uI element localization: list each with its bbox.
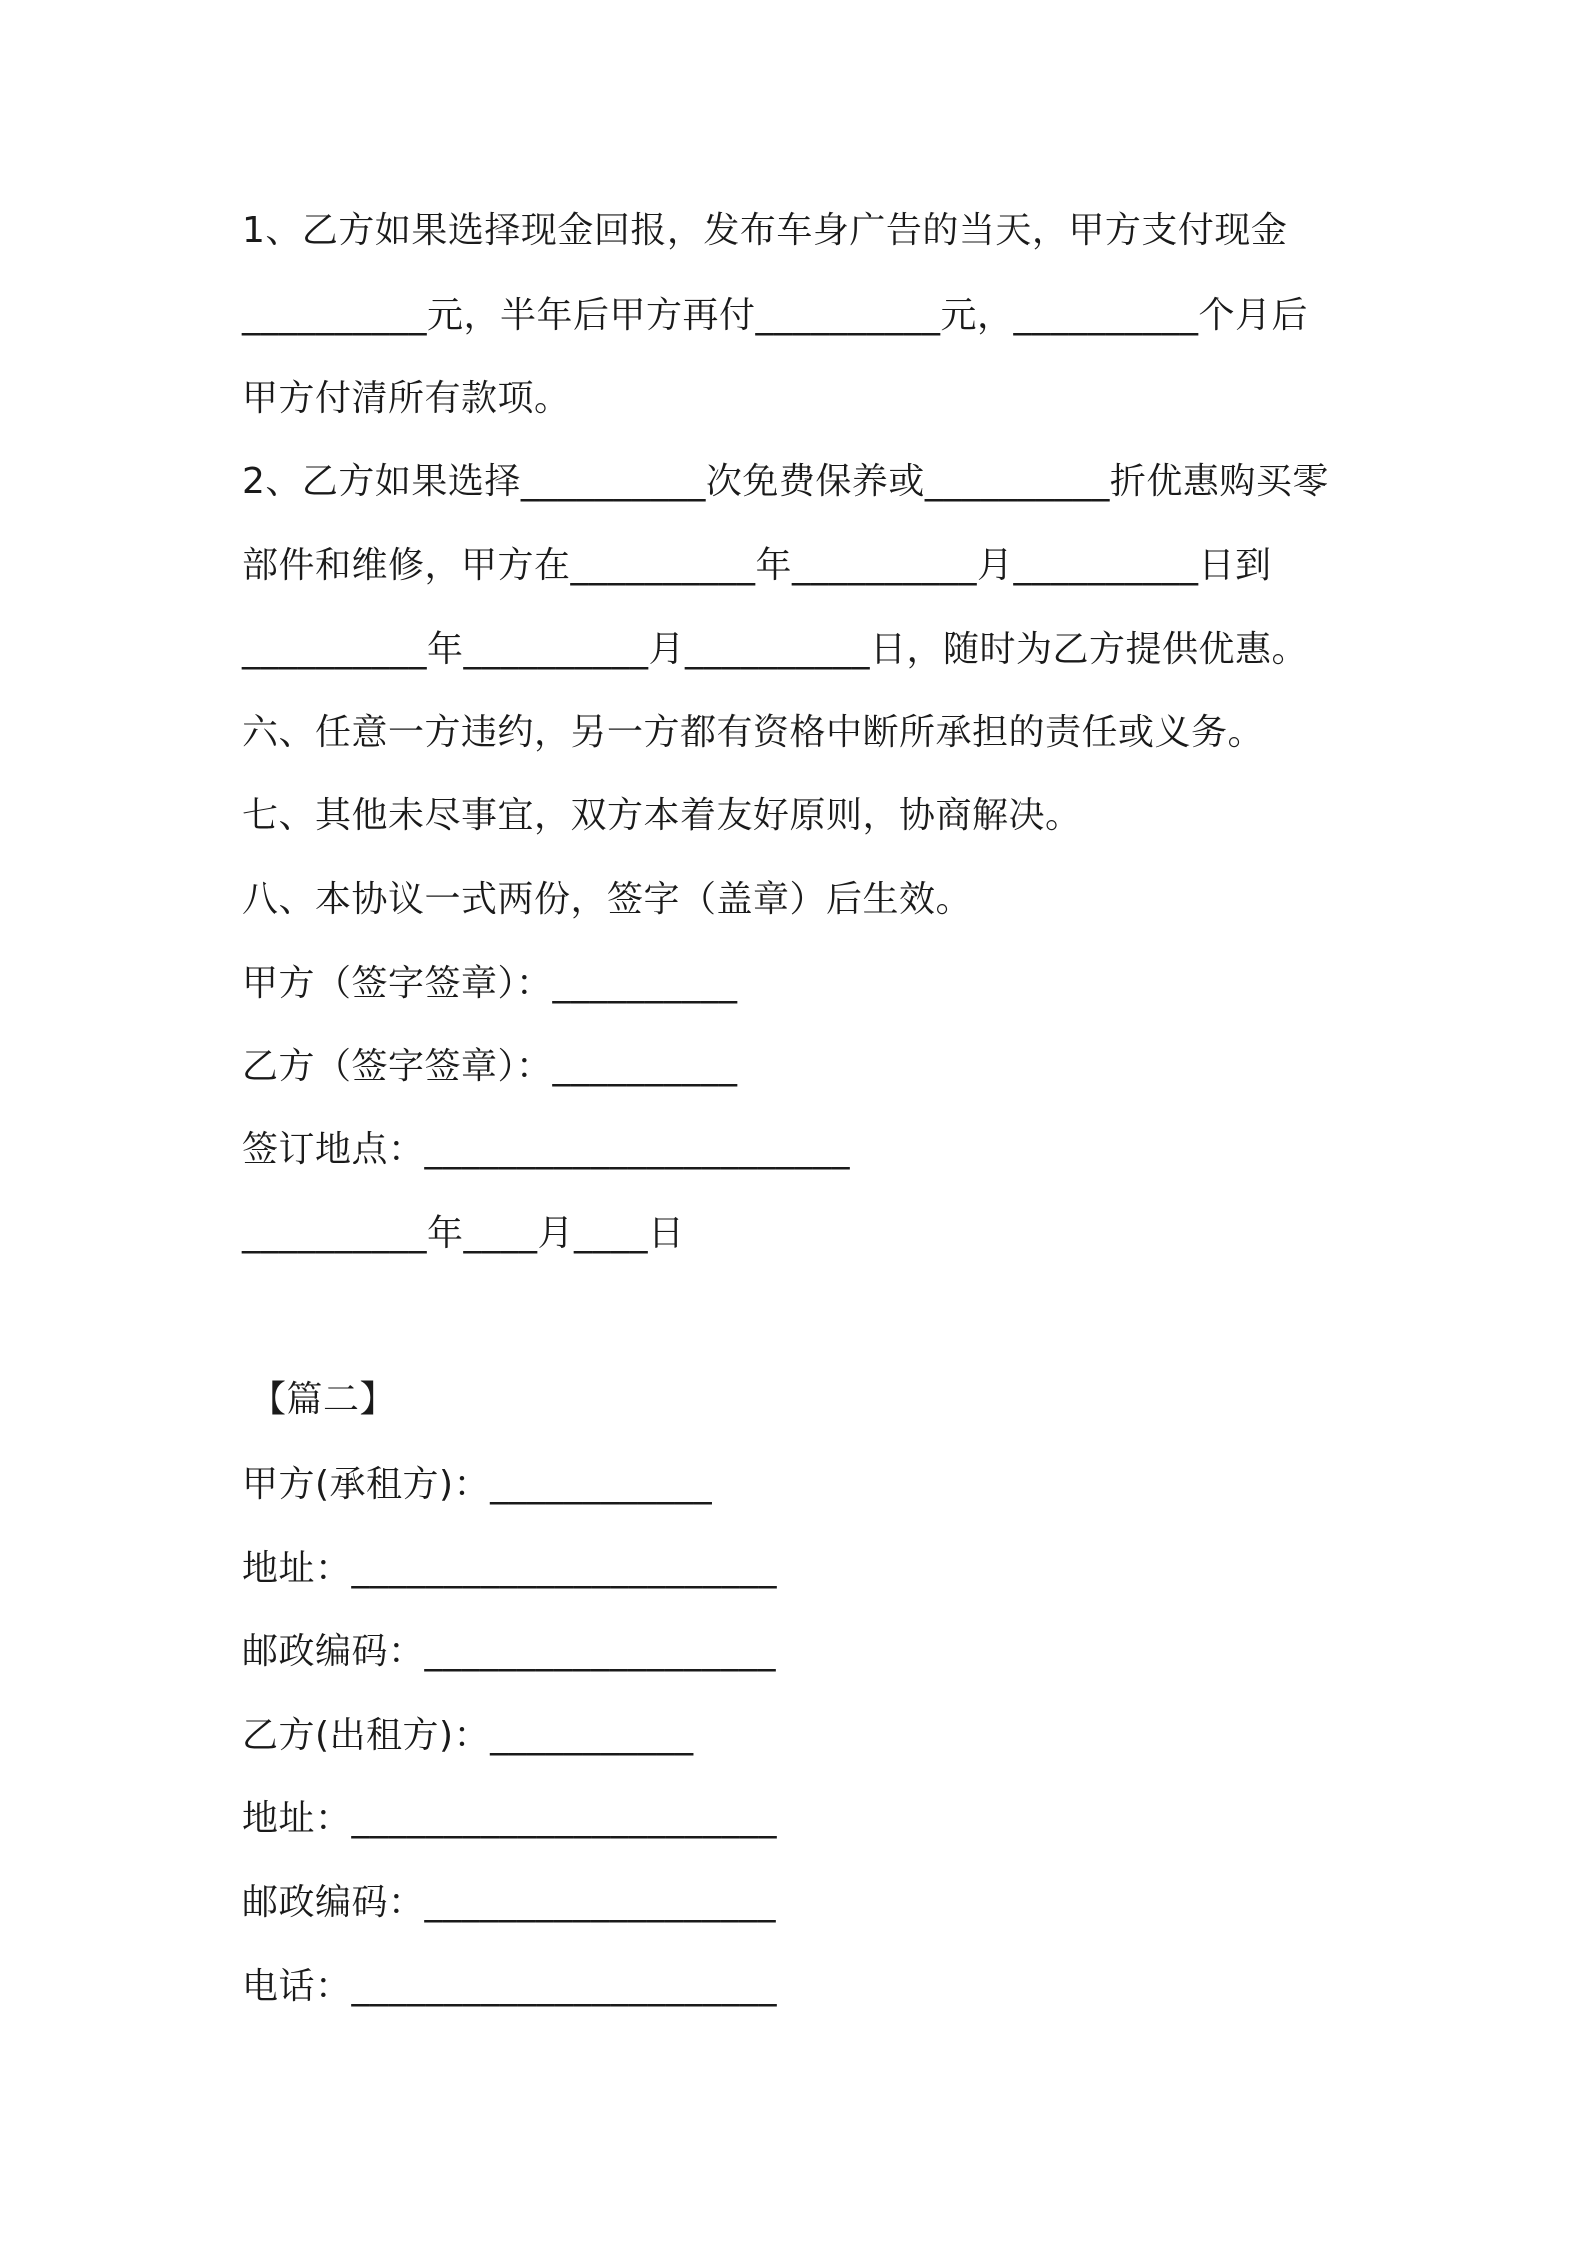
clause-1-line-3: 甲方付清所有款项。 [242,378,571,419]
clause-7: 七、其他未尽事宜，双方本着友好原则，协商解决。 [242,795,1082,836]
phone-line: 电话：_______________________ [242,1966,778,2007]
clause-6: 六、任意一方违约，另一方都有资格中断所承担的责任或义务。 [242,712,1265,753]
clause-1-line-1: 1、乙方如果选择现金回报，发布车身广告的当天，甲方支付现金 [242,210,1288,251]
lessee-line: 甲方(承租方)：____________ [242,1464,713,1505]
lessor-line: 乙方(出租方)：___________ [242,1715,694,1756]
lessee-address-line: 地址：_______________________ [242,1548,778,1589]
clause-1-line-2: __________元，半年后甲方再付__________元，__________个月后 [242,295,1309,336]
party-b-signature-line: 乙方（签字签章）：__________ [242,1046,738,1087]
party-a-signature-line: 甲方（签字签章）：__________ [242,963,738,1004]
lessee-postcode-line: 邮政编码：___________________ [242,1631,777,1672]
section-heading: 【篇二】 [250,1379,397,1420]
clause-2-line-1: 2、乙方如果选择__________次免费保养或__________折优惠购买零 [242,461,1329,502]
clause-2-line-2: 部件和维修，甲方在__________年__________月__________日到 [242,545,1272,586]
lessor-postcode-line: 邮政编码：___________________ [242,1882,777,1923]
signing-date-line: __________年____月____日 [242,1213,685,1254]
signing-place-line: 签订地点：_______________________ [242,1129,851,1170]
clause-2-line-3: __________年__________月__________日，随时为乙方提供优惠。 [242,629,1309,670]
clause-8: 八、本协议一式两份，签字（盖章）后生效。 [242,879,973,920]
lessor-address-line: 地址：_______________________ [242,1798,778,1839]
